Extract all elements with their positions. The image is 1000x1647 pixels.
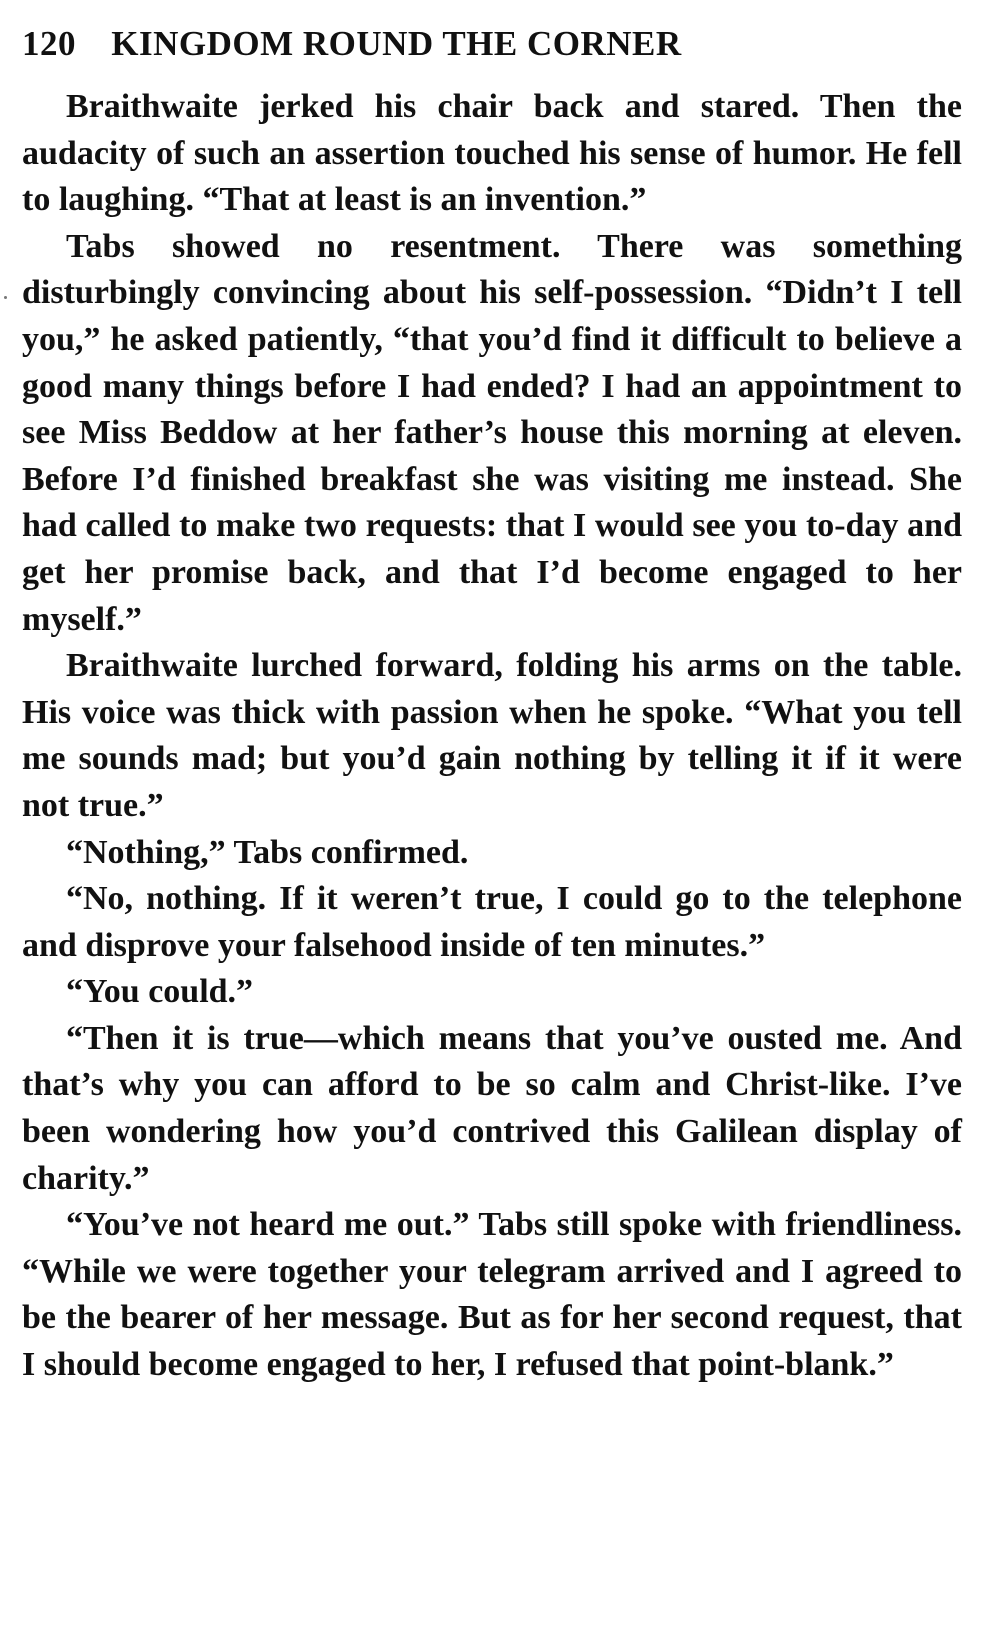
paragraph: Braithwaite jerked his chair back and stared. Then the audacity of such an assertion touched his sense of humor. He fell to laughing. “That at least is an invention.” <box>22 88 962 219</box>
paragraph: “No, nothing. If it weren’t true, I could go to the telephone and disprove your falsehood inside of ten minutes.” <box>22 880 962 964</box>
paragraph: “You could.” <box>66 973 254 1011</box>
paragraph: “You’ve not heard me out.” Tabs still spoke with friendliness. “While we were together your telegram arrived and I agreed to be the bearer of her message. But as for her second request, that I should become engaged to her, I refused that point-blank.” <box>22 1206 962 1384</box>
margin-speck <box>4 296 7 299</box>
running-head <box>22 16 962 72</box>
body-text <box>22 84 962 1389</box>
paragraph: Tabs showed no resentment. There was something disturbingly convincing about his self-possession. “Didn’t I tell you,” he asked patiently, “that you’d find it difficult to believe a good many things before I had ended? I had an appointment to see Miss Beddow at her father’s house this morning at eleven. Before I’d finished breakfast she was visiting me instead. She had called to make two requests: that I would see you to-day and get her promise back, and that I’d become engaged to her myself.” <box>22 227 962 638</box>
paragraph: “Nothing,” Tabs confirmed. <box>66 833 469 871</box>
paragraph: “Then it is true—which means that you’ve ousted me. And that’s why you can afford to be so calm and Christ-like. I’ve been wondering how you’d contrived this Galilean display of charity.” <box>22 1019 962 1197</box>
page-number: 120 <box>22 24 76 63</box>
paragraph: Braithwaite lurched forward, folding his arms on the table. His voice was thick with passion when he spoke. “What you tell me sounds mad; but you’d gain nothing by telling it if it were not true.” <box>22 647 962 824</box>
running-title: KINGDOM ROUND THE CORNER <box>111 24 682 63</box>
